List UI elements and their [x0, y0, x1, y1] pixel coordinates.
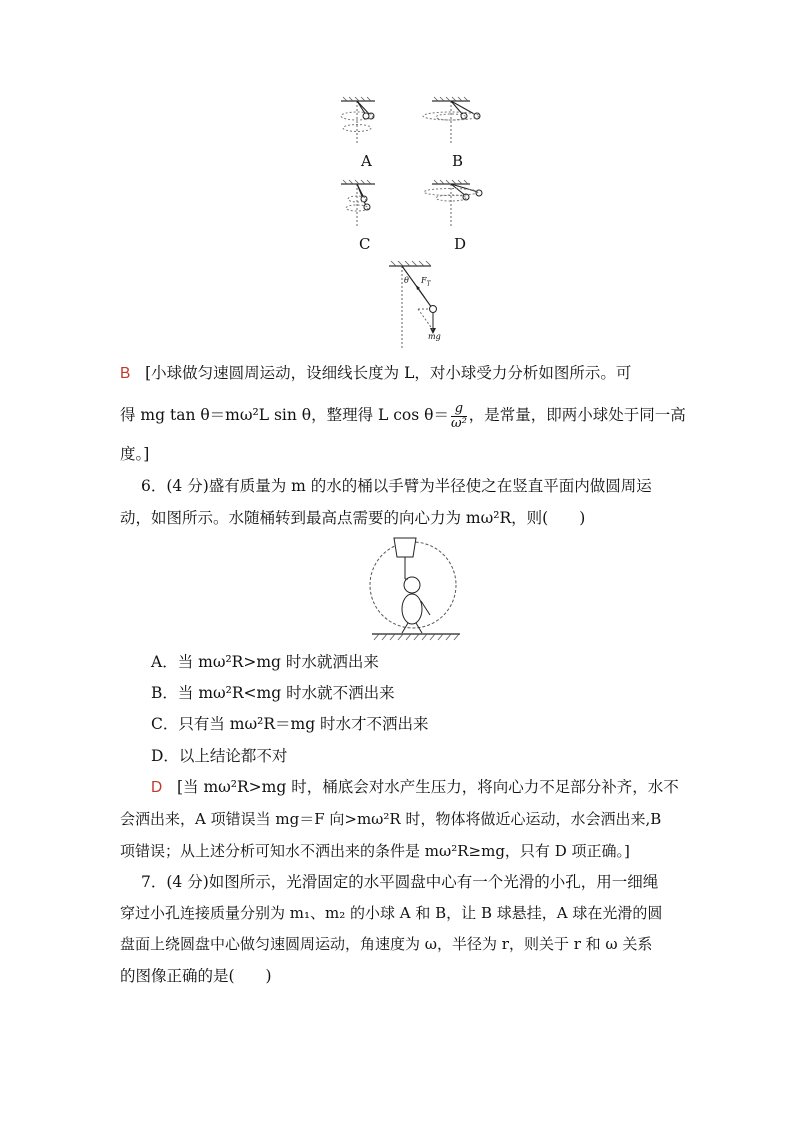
- pendulum-figure-a: [335, 95, 385, 145]
- g-over-omega-squared-fraction: [451, 402, 467, 431]
- pendulum-figure-b: [418, 95, 490, 145]
- pendulum-figure-d: [418, 178, 490, 228]
- q5-answer-text-2a: 得 mg tan θ＝mω²L sin θ，整理得 L cos θ＝: [120, 406, 449, 424]
- q7-line-4: 的图像正确的是( ): [120, 967, 272, 985]
- q6-option-a: A．当 mω²R>mg 时水就洒出来: [151, 653, 379, 671]
- q7-line-1: 7．(4 分)如图所示，光滑固定的水平圆盘中心有一个光滑的小孔，用一细绳: [141, 873, 659, 891]
- pendulum-figure-c: [335, 178, 385, 228]
- force-diagram: [385, 258, 455, 350]
- q6-option-d: D．以上结论都不对: [151, 747, 288, 765]
- q6-answer-line-3: 项错误；从上述分析可知水不洒出来的条件是 mω²R≥mg，只有 D 项正确。]: [120, 842, 630, 860]
- q5-answer-line-1: [120, 363, 680, 384]
- q5-answer-line-3: 度。]: [120, 445, 150, 463]
- q7-line-3: 盘面上绕圆盘中心做匀速圆周运动，角速度为 ω，半径为 r，则关于 r 和 ω 关系: [120, 935, 653, 953]
- q6-stem-line-2: 动，如图所示。水随桶转到最高点需要的向心力为 mω²R，则( ): [120, 509, 586, 527]
- fraction-denominator: ω²: [450, 415, 467, 431]
- q7-line-2: 穿过小孔连接质量分别为 m₁、m₂ 的小球 A 和 B，让 B 球悬挂，A 球在光滑的圆: [120, 904, 663, 922]
- q6-answer-line-2: 会洒出来，A 项错误当 mg＝F 向>mω²R 时，物体将做近心运动，水会洒出来,B: [120, 810, 662, 828]
- option-label-d: D: [454, 235, 467, 253]
- q6-answer-letter: D: [151, 779, 163, 796]
- option-label-c: C: [359, 235, 371, 253]
- q5-answer-text-1: [小球做匀速圆周运动，设细线长度为 L，对小球受力分析如图所示。可: [145, 364, 632, 382]
- q6-answer-line-1: [151, 777, 711, 798]
- q6-answer-text-1: [当 mω²R>mg 时，桶底会对水产生压力，将向心力不足部分补齐，水不: [176, 778, 679, 796]
- theta-label: θ: [404, 276, 409, 285]
- q6-stem-line-1: 6．(4 分)盛有质量为 m 的水的桶以手臂为半径使之在竖直平面内做圆周运: [141, 477, 652, 495]
- gravity-label: mg: [428, 332, 441, 341]
- tension-label: [421, 276, 431, 288]
- q6-option-c: C．只有当 mω²R＝mg 时水才不洒出来: [151, 715, 429, 733]
- option-label-b: B: [452, 152, 464, 170]
- q6-option-b: B．当 mω²R<mg 时水就不洒出来: [151, 684, 395, 702]
- q5-answer-line-2: [120, 397, 686, 433]
- option-label-a: A: [361, 152, 372, 170]
- q5-answer-text-2b: ，是常量，即两小球处于同一高: [468, 406, 686, 424]
- q5-answer-letter: B: [120, 365, 131, 382]
- tension-label-main: F: [421, 276, 427, 285]
- fraction-numerator: g: [451, 402, 467, 417]
- bucket-rotation-figure: [368, 535, 464, 641]
- tension-label-sub: T: [426, 280, 431, 288]
